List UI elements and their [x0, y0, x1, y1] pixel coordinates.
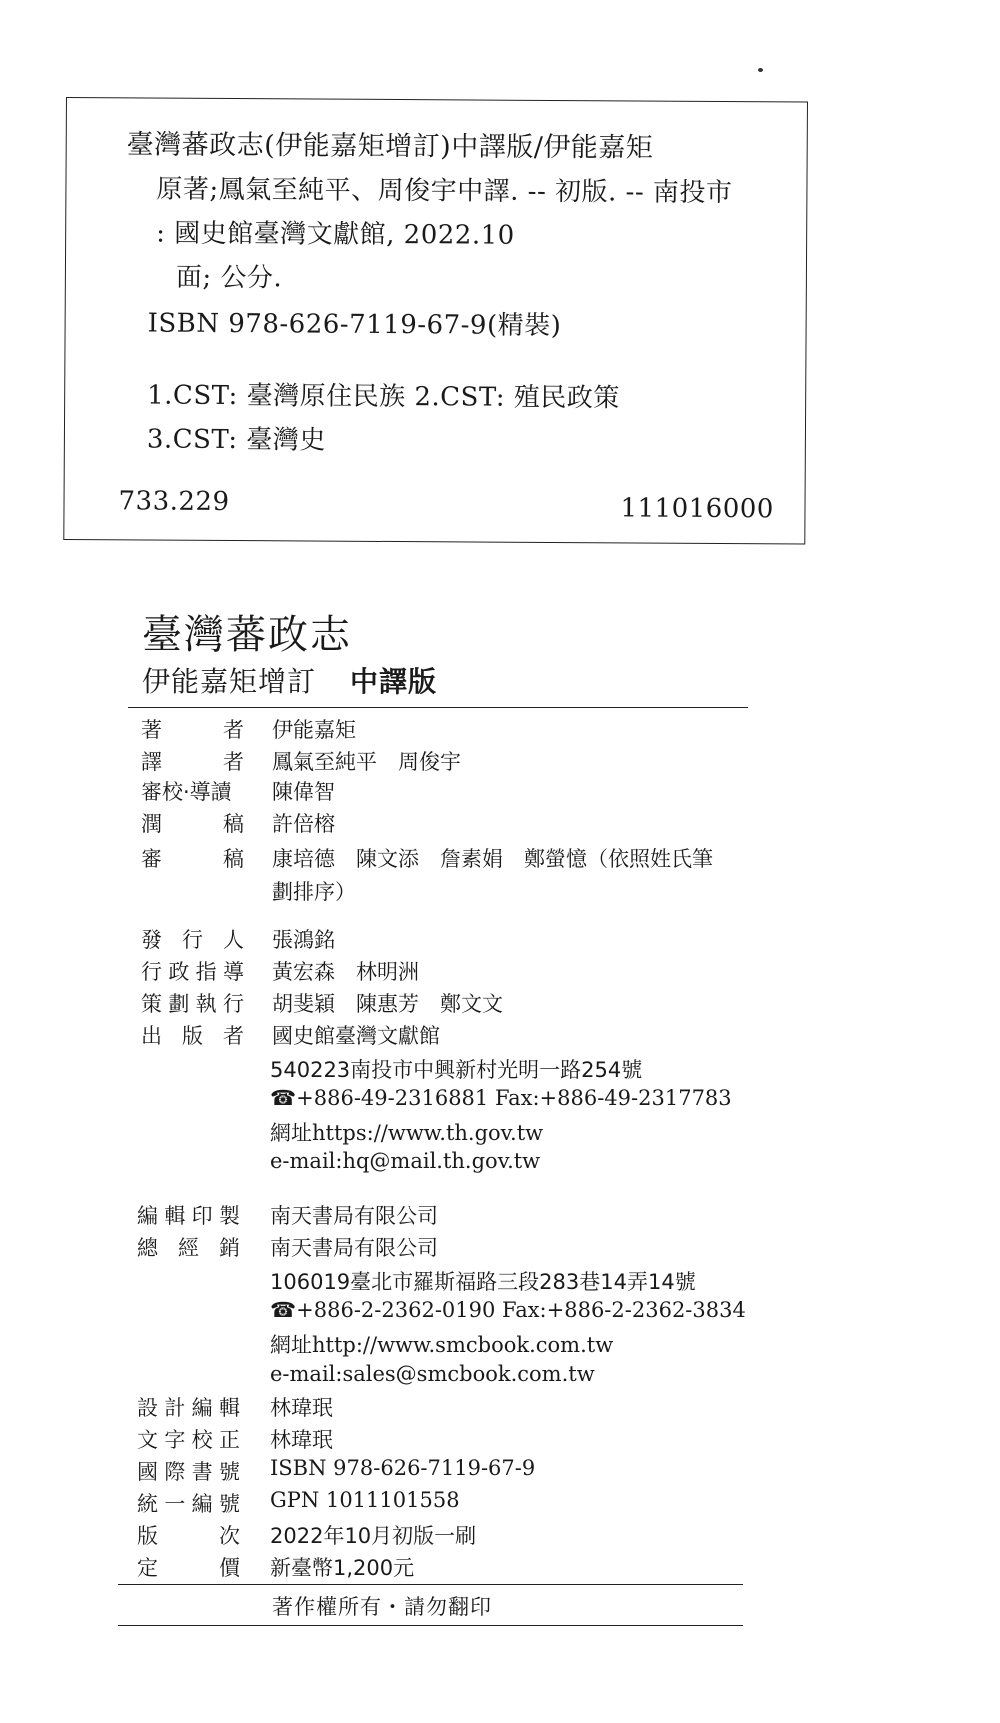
prod-row [0, 1329, 1000, 1359]
label-char: 輯 [218, 1396, 240, 1420]
cip-line-1: 臺灣蕃政志(伊能嘉矩增訂)中譯版/伊能嘉矩 [126, 129, 654, 164]
label-text: 審校·導讀 [141, 780, 232, 804]
credit-row-referees [0, 843, 1000, 873]
label-char: 稿 [223, 812, 244, 836]
prod-row [0, 1392, 1000, 1422]
label-char: 劃 [168, 992, 190, 1016]
label-char: 編 [191, 1492, 213, 1516]
cip-isbn: ISBN 978-626-7119-67-9(精裝) [147, 308, 562, 342]
label-char: 行 [141, 960, 162, 984]
label-char: 指 [195, 960, 217, 984]
label-char: 編 [191, 1396, 213, 1420]
pub-phone: ☎+886-49-2316881 Fax:+886-49-2317783 [270, 1086, 732, 1110]
label-char: 印 [191, 1204, 213, 1228]
prod-label [137, 1232, 240, 1262]
label-char: 導 [222, 960, 244, 984]
label-char: 者 [223, 1024, 244, 1048]
prod-row [0, 1200, 1000, 1230]
title-rule [128, 707, 748, 708]
label-char: 輯 [164, 1204, 186, 1228]
label-char: 策 [141, 992, 162, 1016]
label-char: 正 [218, 1428, 240, 1452]
prod-value: 2022年10月初版一刷 [270, 1524, 477, 1548]
prod-row [0, 1424, 1000, 1454]
credit-label [141, 776, 244, 806]
credit-row-reviewer [0, 776, 1000, 806]
pub-row [0, 988, 1000, 1018]
credit-value: 伊能嘉矩 [272, 718, 356, 742]
prod-row [0, 1552, 1000, 1582]
prod-label [137, 1392, 240, 1422]
credit-value: 陳偉智 [272, 780, 335, 804]
label-char: 計 [164, 1396, 186, 1420]
pub-row [0, 1086, 1000, 1116]
pub-row [0, 1117, 1000, 1147]
credit-label [141, 714, 244, 744]
label-char: 行 [182, 928, 203, 952]
prod-value: 南天書局有限公司 [270, 1236, 438, 1260]
prod-row [0, 1298, 1000, 1328]
label-char: 行 [222, 992, 244, 1016]
credit-value: 康培德 陳文添 詹素娟 鄭螢憶（依照姓氏筆 [272, 847, 713, 871]
prod-row [0, 1456, 1000, 1486]
label-char: 設 [137, 1396, 158, 1420]
label-char: 執 [195, 992, 217, 1016]
cip-line-2: 原著;鳳氣至純平、周俊宇中譯. -- 初版. -- 南投市 [156, 174, 733, 209]
footer-rule-top [118, 1584, 743, 1585]
pub-label [141, 924, 244, 954]
prod-row [0, 1232, 1000, 1262]
label-char: 者 [223, 718, 244, 742]
prod-label [137, 1200, 240, 1230]
pub-value: 張鴻銘 [272, 928, 335, 952]
credit-value-cont: 劃排序） [272, 880, 356, 904]
pub-label [141, 1020, 244, 1050]
cip-line-3: : 國史館臺灣文獻館, 2022.10 [156, 218, 515, 251]
label-char: 價 [219, 1556, 240, 1580]
pub-label [141, 956, 244, 986]
prod-isbn: ISBN 978-626-7119-67-9 [270, 1456, 536, 1480]
prod-value: 新臺幣1,200元 [270, 1556, 415, 1580]
cip-line-4: 面; 公分. [175, 262, 283, 294]
label-char: 人 [223, 928, 244, 952]
prod-phone: ☎+886-2-2362-0190 Fax:+886-2-2362-3834 [270, 1298, 746, 1322]
pub-row [0, 1149, 1000, 1179]
cip-subjects-2: 3.CST: 臺灣史 [146, 424, 326, 456]
label-char: 書 [191, 1460, 213, 1484]
credit-label [141, 843, 244, 873]
pub-row [0, 1054, 1000, 1084]
label-char: 文 [137, 1428, 158, 1452]
copyright-notice: 著作權所有・請勿翻印 [272, 1595, 492, 1619]
label-char: 稿 [223, 847, 244, 871]
prod-value: 林瑋珉 [270, 1396, 333, 1420]
label-char: 總 [137, 1236, 158, 1260]
prod-row [0, 1488, 1000, 1518]
label-char: 製 [218, 1204, 240, 1228]
label-char: 政 [168, 960, 190, 984]
label-char: 審 [141, 847, 162, 871]
label-char: 版 [182, 1024, 203, 1048]
prod-label [137, 1456, 240, 1486]
prod-label [137, 1488, 240, 1518]
subtitle-text: 伊能嘉矩增訂 [142, 665, 317, 698]
cip-record-box [63, 97, 808, 545]
label-char: 定 [137, 1556, 158, 1580]
prod-label [137, 1424, 240, 1454]
pub-address: 540223南投市中興新村光明一路254號 [270, 1058, 643, 1082]
label-char: 次 [219, 1524, 240, 1548]
book-title: 臺灣蕃政志 [142, 612, 352, 658]
cip-subjects-1: 1.CST: 臺灣原住民族 2.CST: 殖民政策 [147, 380, 620, 414]
credit-row-referees-cont [0, 876, 1000, 906]
label-char: 號 [218, 1460, 240, 1484]
prod-gpn: GPN 1011101558 [270, 1488, 460, 1512]
label-char: 一 [164, 1492, 186, 1516]
prod-label [137, 1552, 240, 1582]
prod-label [137, 1520, 240, 1550]
pub-label [141, 988, 244, 1018]
prod-value: 林瑋珉 [270, 1428, 333, 1452]
label-char: 字 [164, 1428, 186, 1452]
credit-row-author [0, 714, 1000, 744]
pub-value: 胡斐穎 陳惠芳 鄭文文 [272, 992, 503, 1016]
label-char: 統 [137, 1492, 158, 1516]
pub-value: 黃宏森 林明洲 [272, 960, 419, 984]
pub-row [0, 924, 1000, 954]
credit-label [141, 746, 244, 776]
cip-class-number: 733.229 [118, 486, 230, 518]
label-char: 潤 [141, 812, 162, 836]
pub-email: e-mail:hq@mail.th.gov.tw [270, 1149, 541, 1173]
prod-row [0, 1520, 1000, 1550]
speck [758, 68, 763, 72]
pub-row [0, 956, 1000, 986]
book-subtitle [142, 660, 437, 700]
prod-email: e-mail:sales@smcbook.com.tw [270, 1362, 595, 1386]
label-char: 號 [218, 1492, 240, 1516]
label-char: 編 [137, 1204, 158, 1228]
prod-row [0, 1362, 1000, 1392]
credit-row-translator [0, 746, 1000, 776]
label-char: 發 [141, 928, 162, 952]
prod-value: 南天書局有限公司 [270, 1204, 438, 1228]
credit-row-editor [0, 808, 1000, 838]
label-char: 際 [164, 1460, 186, 1484]
pub-website: 網址https://www.th.gov.tw [270, 1121, 544, 1145]
label-char: 校 [191, 1428, 213, 1452]
prod-address: 106019臺北市羅斯福路三段283巷14弄14號 [270, 1270, 696, 1294]
cip-record-number: 111016000 [620, 493, 774, 525]
prod-row [0, 1266, 1000, 1296]
label-char: 著 [141, 718, 162, 742]
label-char: 出 [141, 1024, 162, 1048]
label-char: 銷 [219, 1236, 240, 1260]
label-char: 者 [223, 750, 244, 774]
credit-value: 許倍榕 [272, 812, 335, 836]
credit-label [141, 808, 244, 838]
edition-text: 中譯版 [350, 665, 438, 698]
label-char: 經 [178, 1236, 199, 1260]
label-char: 國 [137, 1460, 158, 1484]
pub-value: 國史館臺灣文獻館 [272, 1024, 440, 1048]
prod-website: 網址http://www.smcbook.com.tw [270, 1333, 614, 1357]
footer-rule-bottom [118, 1625, 743, 1626]
pub-row [0, 1020, 1000, 1050]
credit-value: 鳳氣至純平 周俊宇 [272, 750, 461, 774]
label-char: 版 [137, 1524, 158, 1548]
label-char: 譯 [141, 750, 162, 774]
